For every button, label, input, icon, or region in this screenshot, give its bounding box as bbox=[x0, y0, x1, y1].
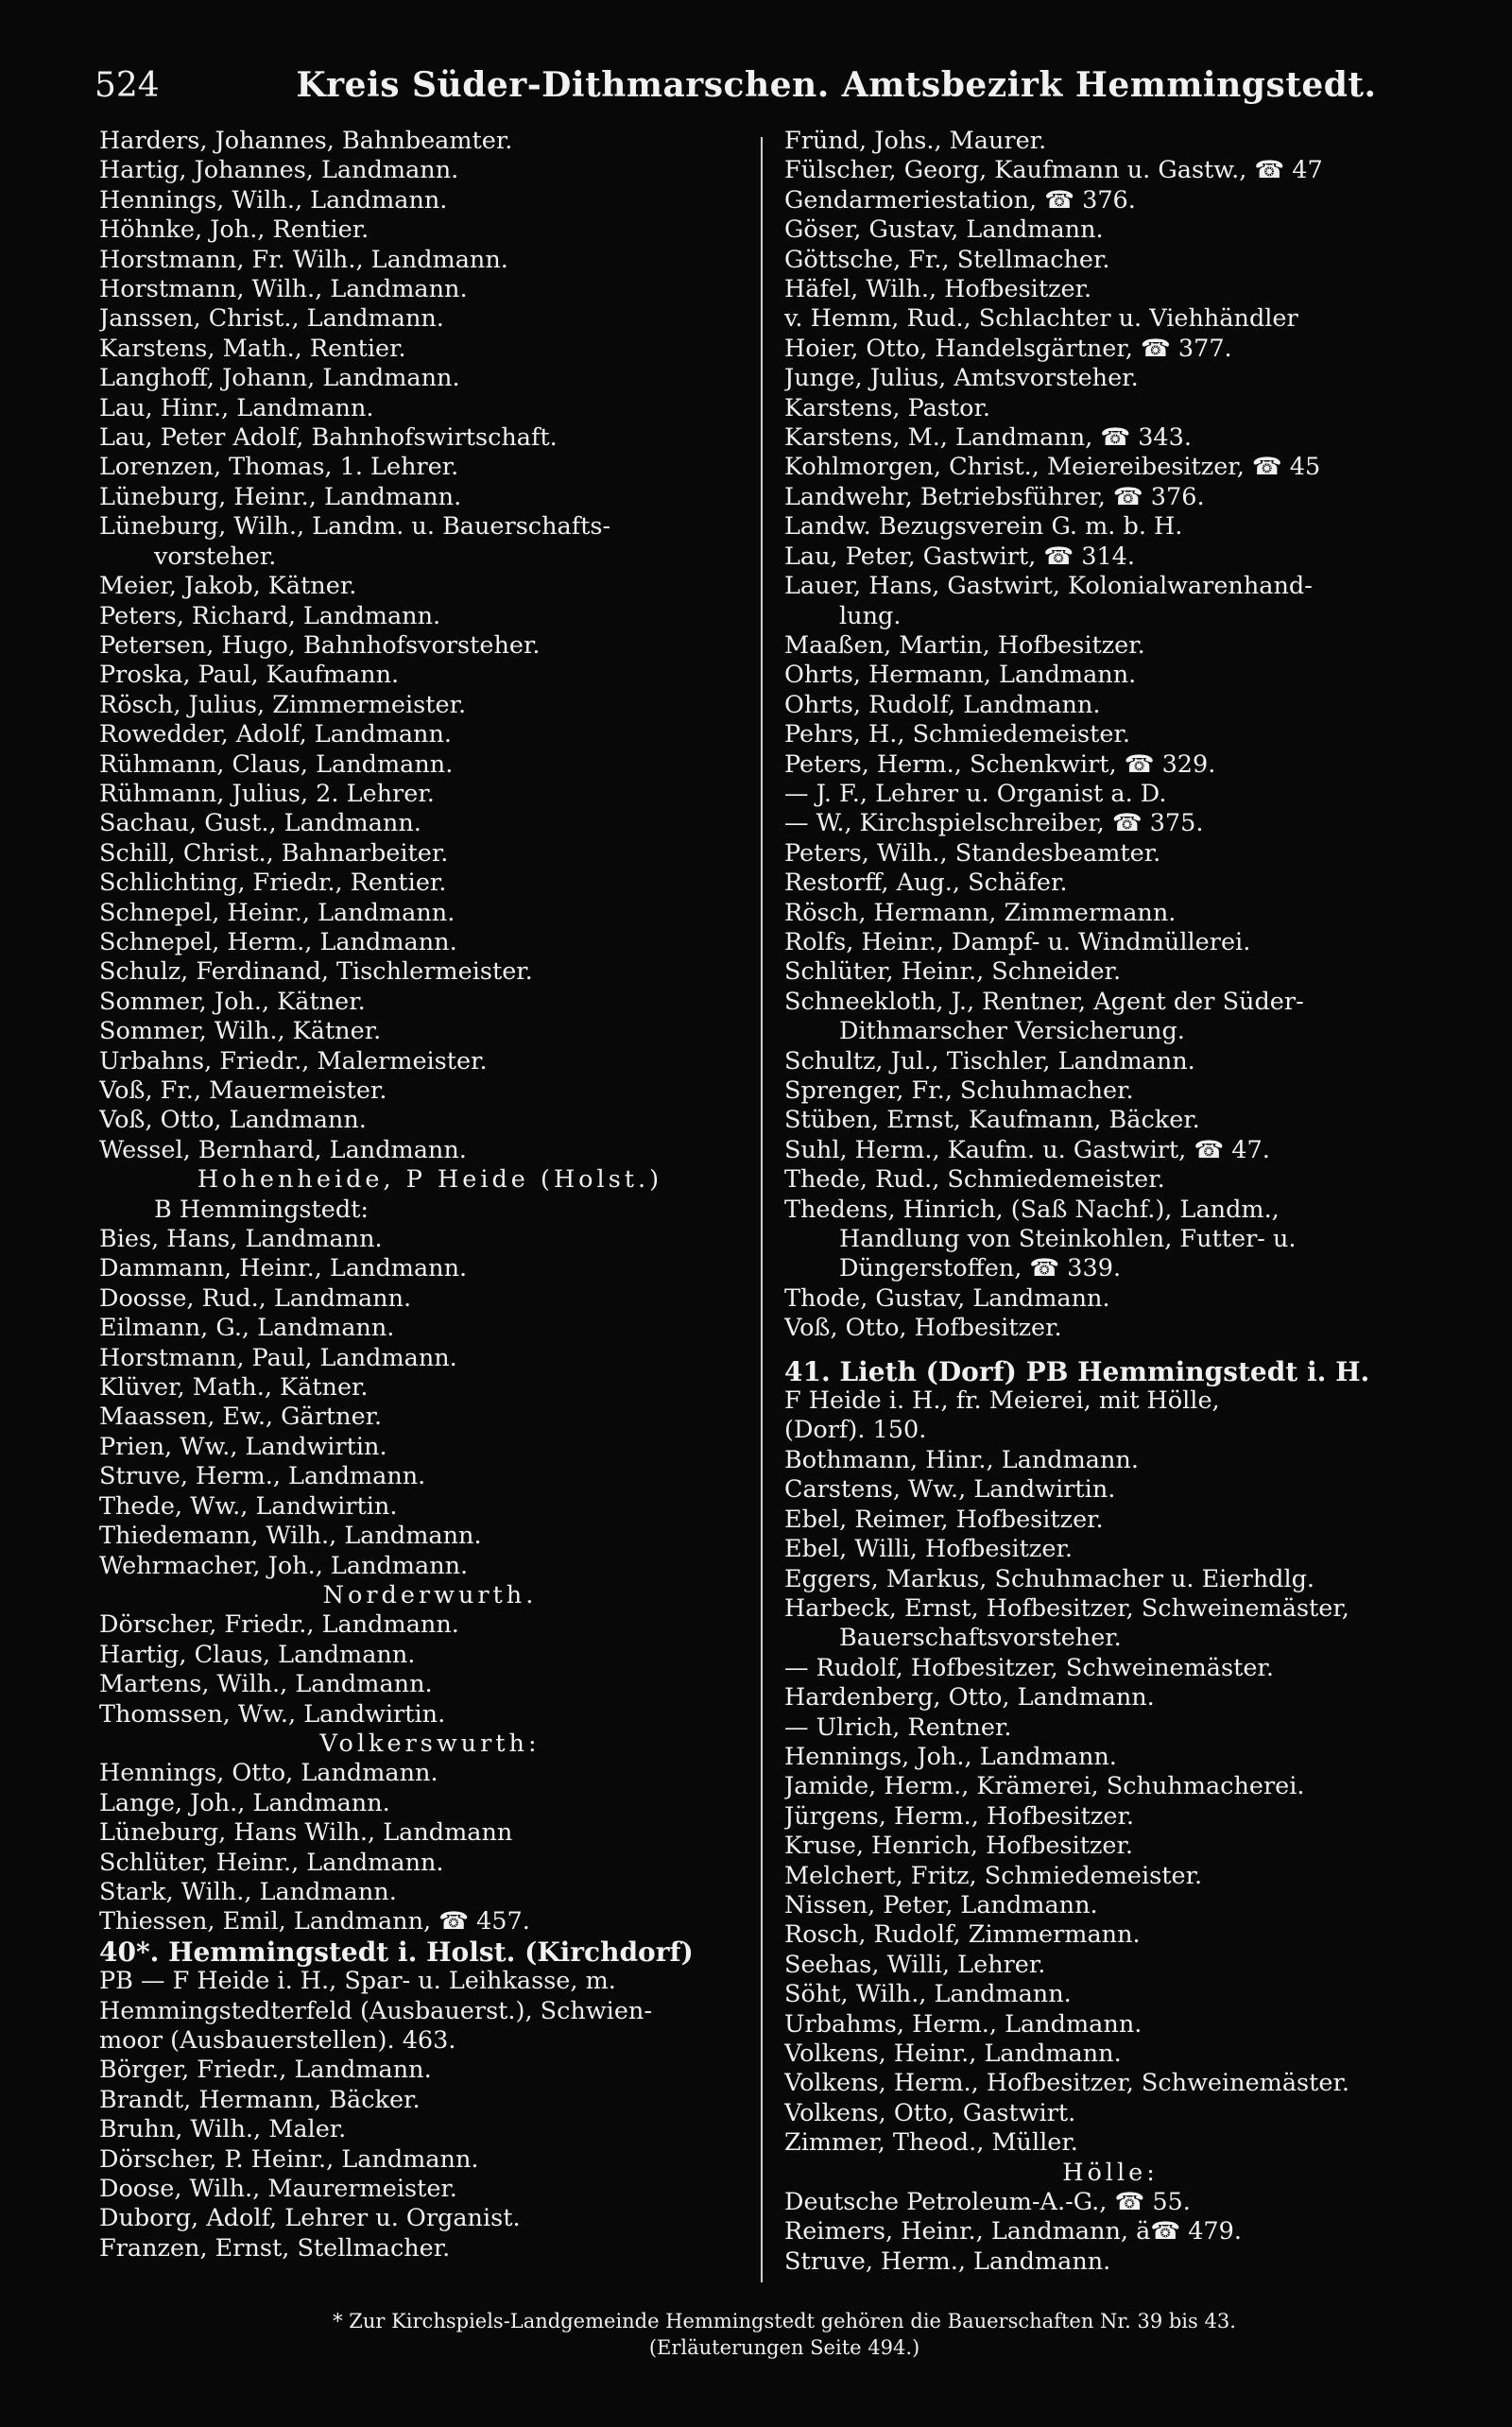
locality-heading: Norderwurth. bbox=[322, 1580, 538, 1609]
directory-entry: Gendarmeriestation, ☎ 376. bbox=[784, 185, 1136, 215]
directory-entry: Bauerschaftsvorsteher. bbox=[839, 1624, 1122, 1653]
directory-entry: Schlüter, Heinr., Landmann. bbox=[99, 1848, 444, 1877]
directory-entry: Thode, Gustav, Landmann. bbox=[784, 1283, 1110, 1313]
locality-heading: Hölle: bbox=[1062, 2158, 1159, 2187]
locality-heading: Volkerswurth: bbox=[319, 1729, 541, 1758]
directory-entry: Schlüter, Heinr., Schneider. bbox=[784, 957, 1122, 987]
directory-entry: Hemmingstedterfeld (Ausbauerst.), Schwien- bbox=[99, 1996, 652, 2025]
directory-entry: Hennings, Joh., Landmann. bbox=[784, 1742, 1117, 1771]
directory-entry: Häfel, Wilh., Hofbesitzer. bbox=[784, 275, 1092, 304]
directory-entry: Carstens, Ww., Landwirtin. bbox=[784, 1475, 1116, 1505]
directory-entry: Struve, Herm., Landmann. bbox=[784, 2246, 1111, 2276]
directory-entry: Volkens, Otto, Gastwirt. bbox=[784, 2098, 1076, 2127]
directory-entry: Deutsche Petroleum-A.-G., ☎ 55. bbox=[784, 2188, 1191, 2217]
directory-entry: Voß, Otto, Landmann. bbox=[99, 1106, 367, 1135]
directory-entry: Eggers, Markus, Schuhmacher u. Eierhdlg. bbox=[784, 1564, 1315, 1593]
directory-entry: Thomssen, Ww., Landwirtin. bbox=[99, 1699, 446, 1729]
directory-entry: Landwehr, Betriebsführer, ☎ 376. bbox=[784, 482, 1205, 511]
directory-entry: Karstens, Math., Rentier. bbox=[99, 334, 406, 363]
directory-entry: F Heide i. H., fr. Meierei, mit Hölle, bbox=[784, 1386, 1220, 1416]
footnote-text: * Zur Kirchspiels-Landgemeinde Hemmingstedt gehören die Bauerschaften Nr. 39 bis 43. bbox=[333, 2310, 1236, 2332]
directory-entry: Kruse, Henrich, Hofbesitzer. bbox=[784, 1832, 1134, 1861]
directory-entry: Göser, Gustav, Landmann. bbox=[784, 215, 1104, 245]
directory-entry: moor (Ausbauerstellen). 463. bbox=[99, 2026, 456, 2055]
directory-entry: Sachau, Gust., Landmann. bbox=[99, 809, 421, 838]
directory-entry: Peters, Richard, Landmann. bbox=[99, 601, 441, 630]
spacer bbox=[784, 1344, 1436, 1357]
directory-entry: Göttsche, Fr., Stellmacher. bbox=[784, 245, 1110, 274]
directory-entry: Lau, Peter Adolf, Bahnhofswirtschaft. bbox=[99, 423, 558, 453]
directory-entry: Hennings, Wilh., Landmann. bbox=[99, 185, 448, 215]
directory-entry: Junge, Julius, Amtsvorsteher. bbox=[784, 364, 1139, 393]
directory-entry: — W., Kirchspielschreiber, ☎ 375. bbox=[784, 809, 1204, 838]
directory-entry: Langhoff, Johann, Landmann. bbox=[99, 364, 460, 393]
page-header bbox=[94, 57, 1465, 113]
directory-entry: Fründ, Johs., Maurer. bbox=[784, 127, 1047, 155]
section-heading: 40*. Hemmingstedt i. Holst. (Kirchdorf) bbox=[99, 1936, 694, 1968]
directory-entry: Börger, Friedr., Landmann. bbox=[99, 2056, 432, 2085]
directory-entry: Höhnke, Joh., Rentier. bbox=[99, 215, 369, 245]
directory-entry: Hoier, Otto, Handelsgärtner, ☎ 377. bbox=[784, 334, 1232, 363]
directory-entry: Suhl, Herm., Kaufm. u. Gastwirt, ☎ 47. bbox=[784, 1135, 1270, 1164]
directory-entry: Lüneburg, Hans Wilh., Landmann bbox=[99, 1818, 513, 1848]
directory-entry: Reimers, Heinr., Landmann, ä☎ 479. bbox=[784, 2217, 1242, 2246]
directory-entry: Pehrs, H., Schmiedemeister. bbox=[784, 720, 1130, 749]
directory-entry: Hartig, Claus, Landmann. bbox=[99, 1640, 416, 1669]
directory-entry: Thiessen, Emil, Landmann, ☎ 457. bbox=[99, 1907, 530, 1936]
directory-entry: Bies, Hans, Landmann. bbox=[99, 1225, 383, 1254]
directory-entry: Rolfs, Heinr., Dampf- u. Windmüllerei. bbox=[784, 927, 1251, 956]
directory-entry: (Dorf). 150. bbox=[784, 1416, 927, 1445]
directory-entry: Seehas, Willi, Lehrer. bbox=[784, 1950, 1046, 1979]
directory-entry: Rösch, Hermann, Zimmermann. bbox=[784, 898, 1177, 927]
directory-entry: Karstens, Pastor. bbox=[784, 393, 990, 422]
directory-entry: Sommer, Wilh., Kätner. bbox=[99, 1017, 382, 1046]
directory-entry: Dammann, Heinr., Landmann. bbox=[99, 1254, 468, 1283]
directory-entry: Duborg, Adolf, Lehrer u. Organist. bbox=[99, 2204, 521, 2233]
directory-entry: Jamide, Herm., Krämerei, Schuhmacherei. bbox=[784, 1772, 1305, 1801]
directory-entry: Lange, Joh., Landmann. bbox=[99, 1788, 390, 1817]
directory-entry: Rowedder, Adolf, Landmann. bbox=[99, 720, 453, 749]
directory-entry: Franzen, Ernst, Stellmacher. bbox=[99, 2233, 451, 2263]
directory-entry: Hartig, Johannes, Landmann. bbox=[99, 156, 459, 185]
directory-entry: Karstens, M., Landmann, ☎ 343. bbox=[784, 423, 1192, 453]
directory-entry: Volkens, Herm., Hofbesitzer, Schweinemäster. bbox=[784, 2069, 1349, 2098]
directory-entry: Hennings, Otto, Landmann. bbox=[99, 1759, 438, 1788]
directory-entry: Prien, Ww., Landwirtin. bbox=[99, 1432, 387, 1461]
directory-entry: Dörscher, Friedr., Landmann. bbox=[99, 1610, 459, 1640]
directory-entry: Klüver, Math., Kätner. bbox=[99, 1373, 369, 1403]
directory-entry: lung. bbox=[839, 601, 902, 630]
directory-entry: Ohrts, Rudolf, Landmann. bbox=[784, 690, 1101, 719]
directory-entry: Hardenberg, Otto, Landmann. bbox=[784, 1683, 1155, 1713]
column-divider bbox=[761, 137, 763, 2282]
directory-entry: Landw. Bezugsverein G. m. b. H. bbox=[784, 512, 1183, 542]
directory-entry: Lauer, Hans, Gastwirt, Kolonialwarenhand- bbox=[784, 572, 1313, 601]
locality-heading: Hohenheide, P Heide (Holst.) bbox=[197, 1165, 663, 1195]
directory-entry: Rühmann, Claus, Landmann. bbox=[99, 749, 454, 779]
directory-entry: v. Hemm, Rud., Schlachter u. Viehhändler bbox=[784, 304, 1298, 334]
directory-entry: Horstmann, Fr. Wilh., Landmann. bbox=[99, 245, 508, 274]
footnote-reference: (Erläuterungen Seite 494.) bbox=[648, 2336, 920, 2359]
directory-entry: — J. F., Lehrer u. Organist a. D. bbox=[784, 779, 1167, 808]
directory-entry: Doose, Wilh., Maurermeister. bbox=[99, 2175, 457, 2204]
directory-entry: Lüneburg, Wilh., Landm. u. Bauerschafts- bbox=[99, 512, 611, 542]
directory-entry: Harders, Johannes, Bahnbeamter. bbox=[99, 127, 513, 155]
directory-entry: Maaßen, Martin, Hofbesitzer. bbox=[784, 630, 1145, 660]
directory-entry: Lau, Hinr., Landmann. bbox=[99, 393, 374, 422]
directory-entry: — Ulrich, Rentner. bbox=[784, 1713, 1012, 1742]
directory-entry: PB — F Heide i. H., Spar- u. Leihkasse, m. bbox=[99, 1967, 616, 1996]
directory-entry: Schnepel, Herm., Landmann. bbox=[99, 927, 457, 956]
directory-entry: B Hemmingstedt: bbox=[154, 1195, 369, 1224]
directory-entry: Thedens, Hinrich, (Saß Nachf.), Landm., bbox=[784, 1195, 1280, 1224]
directory-entry: Doosse, Rud., Landmann. bbox=[99, 1283, 412, 1313]
footnote bbox=[170, 2308, 1399, 2361]
directory-entry: Ohrts, Hermann, Landmann. bbox=[784, 661, 1137, 690]
directory-entry: — Rudolf, Hofbesitzer, Schweinemäster. bbox=[784, 1653, 1274, 1682]
directory-entry: Martens, Wilh., Landmann. bbox=[99, 1670, 433, 1699]
directory-entry: Sprenger, Fr., Schuhmacher. bbox=[784, 1076, 1134, 1105]
directory-entry: Lüneburg, Heinr., Landmann. bbox=[99, 482, 462, 511]
directory-entry: Voß, Fr., Mauermeister. bbox=[99, 1076, 387, 1105]
directory-entry: Schneekloth, J., Rentner, Agent der Süder- bbox=[784, 987, 1304, 1016]
directory-entry: Melchert, Fritz, Schmiedemeister. bbox=[784, 1861, 1203, 1890]
directory-entry: Dithmarscher Versicherung. bbox=[839, 1017, 1185, 1046]
directory-entry: Nissen, Peter, Landmann. bbox=[784, 1890, 1098, 1919]
directory-entry: Lau, Peter, Gastwirt, ☎ 314. bbox=[784, 542, 1135, 571]
directory-entry: Bruhn, Wilh., Maler. bbox=[99, 2115, 347, 2144]
directory-entry: Restorff, Aug., Schäfer. bbox=[784, 869, 1068, 898]
directory-entry: Petersen, Hugo, Bahnhofsvorsteher. bbox=[99, 630, 541, 660]
directory-entry: Wessel, Bernhard, Landmann. bbox=[99, 1135, 467, 1164]
directory-entry: Brandt, Hermann, Bäcker. bbox=[99, 2085, 421, 2114]
directory-entry: Sommer, Joh., Kätner. bbox=[99, 987, 366, 1016]
directory-entry: Eilmann, G., Landmann. bbox=[99, 1314, 395, 1343]
directory-entry: Thiedemann, Wilh., Landmann. bbox=[99, 1522, 482, 1551]
section-heading: 41. Lieth (Dorf) PB Hemmingstedt i. H. bbox=[784, 1356, 1370, 1387]
directory-entry: Jürgens, Herm., Hofbesitzer. bbox=[784, 1801, 1134, 1831]
directory-entry: Schultz, Jul., Tischler, Landmann. bbox=[784, 1046, 1195, 1076]
directory-entry: Kohlmorgen, Christ., Meiereibesitzer, ☎ 45 bbox=[784, 453, 1321, 482]
directory-entry: Bothmann, Hinr., Landmann. bbox=[784, 1445, 1139, 1474]
directory-entry: Handlung von Steinkohlen, Futter- u. bbox=[839, 1225, 1297, 1254]
directory-entry: Schill, Christ., Bahnarbeiter. bbox=[99, 838, 449, 868]
directory-entry: Zimmer, Theod., Müller. bbox=[784, 2128, 1078, 2158]
directory-entry: Volkens, Heinr., Landmann. bbox=[784, 2040, 1122, 2068]
directory-entry: Struve, Herm., Landmann. bbox=[99, 1462, 426, 1491]
directory-entry: Rösch, Julius, Zimmermeister. bbox=[99, 690, 467, 719]
directory-entry: Harbeck, Ernst, Hofbesitzer, Schweinemäster, bbox=[784, 1593, 1349, 1623]
directory-entry: Peters, Wilh., Standesbeamter. bbox=[784, 838, 1161, 868]
directory-entry: Rosch, Rudolf, Zimmermann. bbox=[784, 1920, 1141, 1950]
directory-entry: Thede, Rud., Schmiedemeister. bbox=[784, 1165, 1165, 1195]
directory-entry: Voß, Otto, Hofbesitzer. bbox=[784, 1314, 1062, 1343]
directory-entry: Stark, Wilh., Landmann. bbox=[99, 1877, 397, 1906]
directory-entry: Peters, Herm., Schenkwirt, ☎ 329. bbox=[784, 749, 1216, 779]
directory-entry: Düngerstoffen, ☎ 339. bbox=[839, 1254, 1122, 1283]
directory-entry: Wehrmacher, Joh., Landmann. bbox=[99, 1551, 469, 1580]
directory-entry: Horstmann, Paul, Landmann. bbox=[99, 1343, 457, 1372]
directory-entry: Ebel, Willi, Hofbesitzer. bbox=[784, 1535, 1073, 1564]
directory-entry: Meier, Jakob, Kätner. bbox=[99, 572, 357, 601]
page-number: 524 bbox=[94, 65, 160, 105]
directory-entry: Urbahns, Friedr., Malermeister. bbox=[99, 1046, 488, 1076]
directory-entry: Rühmann, Julius, 2. Lehrer. bbox=[99, 779, 435, 808]
directory-entry: Maassen, Ew., Gärtner. bbox=[99, 1403, 383, 1432]
directory-entry: Horstmann, Wilh., Landmann. bbox=[99, 275, 468, 304]
directory-entry: Söht, Wilh., Landmann. bbox=[784, 1980, 1072, 2009]
directory-entry: Fülscher, Georg, Kaufmann u. Gastw., ☎ 47 bbox=[784, 156, 1323, 185]
directory-entry: vorsteher. bbox=[154, 542, 277, 571]
directory-entry: Ebel, Reimer, Hofbesitzer. bbox=[784, 1505, 1104, 1534]
directory-entry: Urbahms, Herm., Landmann. bbox=[784, 2009, 1143, 2039]
directory-entry: Stüben, Ernst, Kaufmann, Bäcker. bbox=[784, 1106, 1200, 1135]
right-column bbox=[784, 127, 1436, 2277]
left-column bbox=[99, 127, 761, 2263]
directory-entry: Schnepel, Heinr., Landmann. bbox=[99, 898, 455, 927]
directory-entry: Schlichting, Friedr., Rentier. bbox=[99, 869, 447, 898]
directory-entry: Lorenzen, Thomas, 1. Lehrer. bbox=[99, 453, 459, 482]
page-title: Kreis Süder-Dithmarschen. Amtsbezirk Hemmingstedt. bbox=[296, 65, 1377, 105]
directory-entry: Schulz, Ferdinand, Tischlermeister. bbox=[99, 957, 533, 987]
directory-entry: Proska, Paul, Kaufmann. bbox=[99, 661, 400, 690]
directory-entry: Janssen, Christ., Landmann. bbox=[99, 304, 444, 334]
directory-entry: Thede, Ww., Landwirtin. bbox=[99, 1491, 398, 1521]
directory-entry: Dörscher, P. Heinr., Landmann. bbox=[99, 2144, 479, 2174]
